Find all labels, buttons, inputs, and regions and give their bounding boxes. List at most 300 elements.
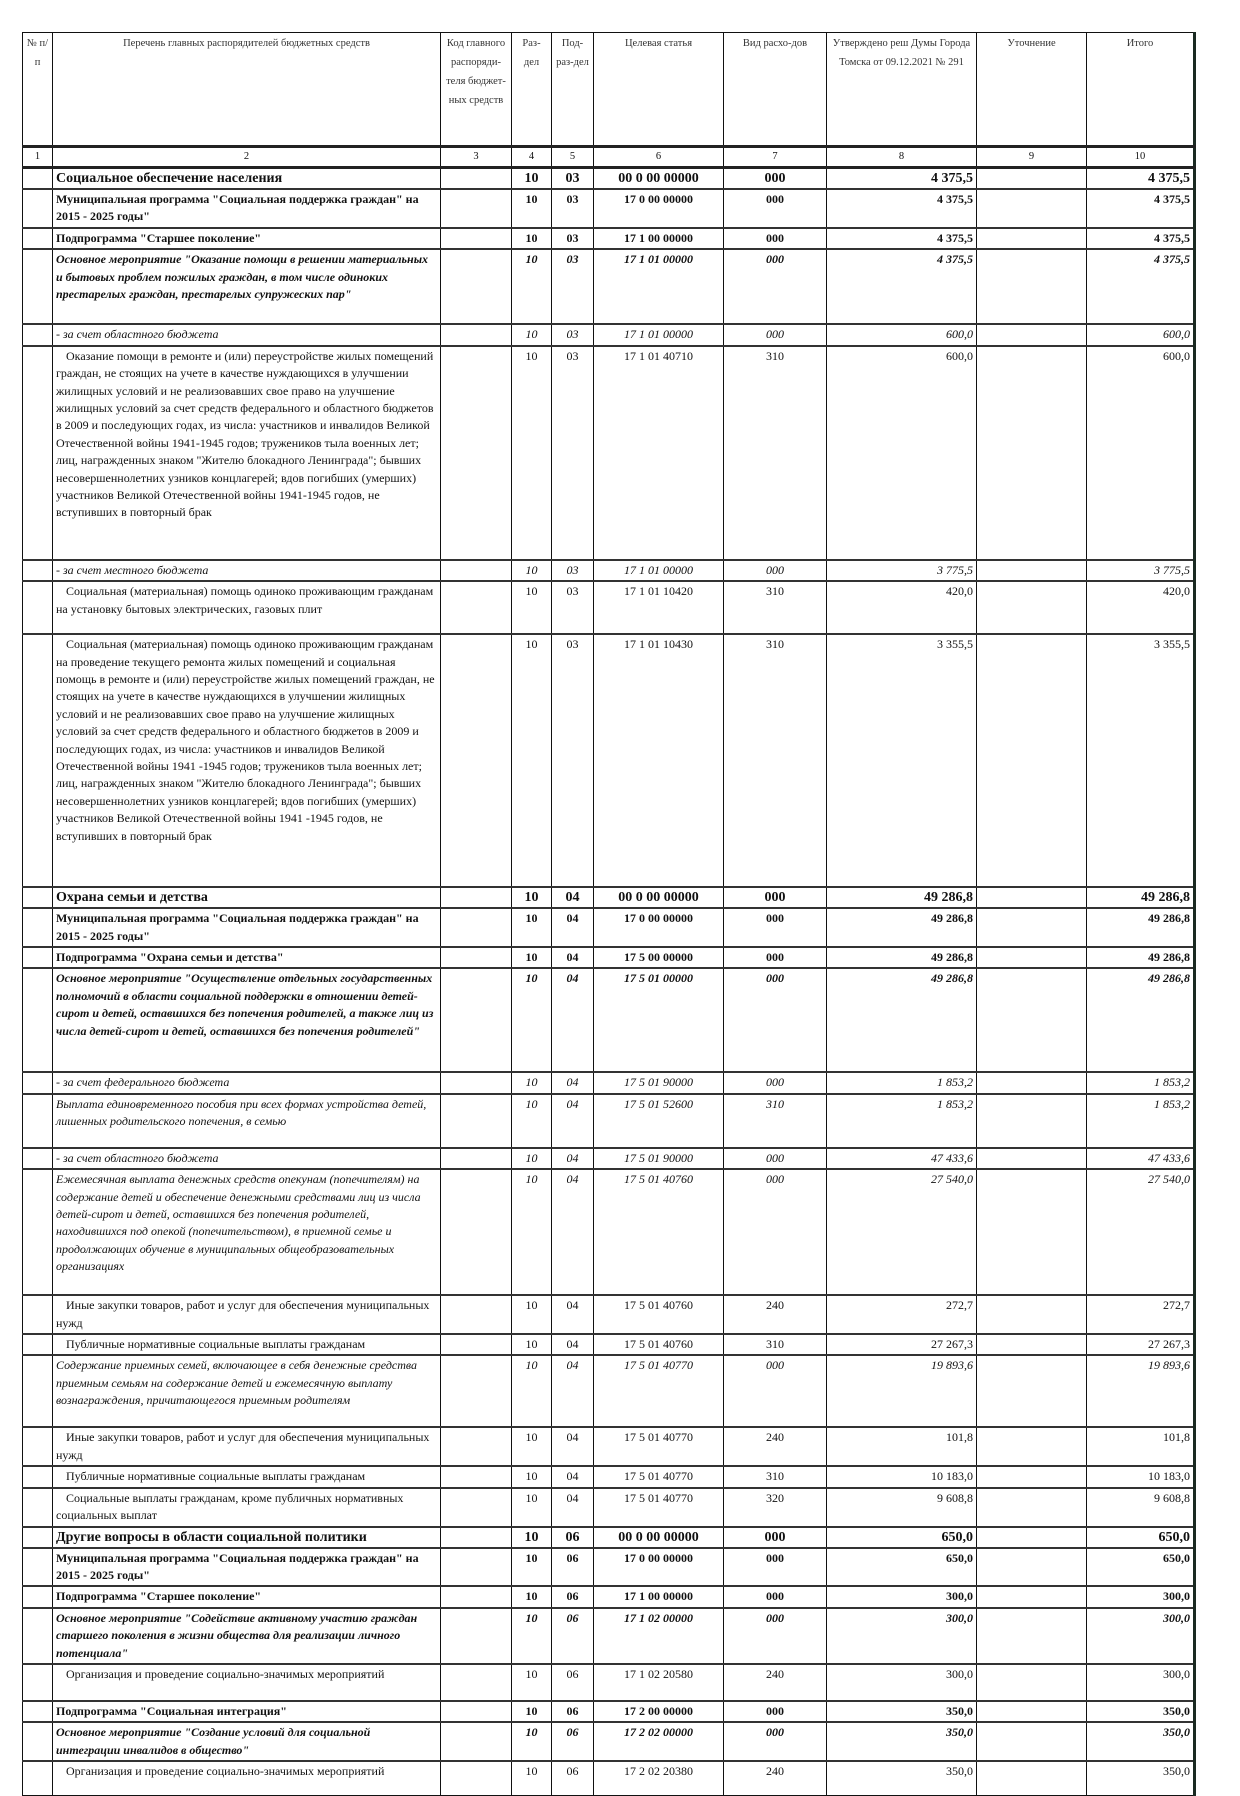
total-amount	[1087, 1169, 1195, 1295]
approved-amount-text: 4 375,5	[937, 252, 973, 267]
subsection-code	[552, 1608, 594, 1664]
expense-type-code-text: 000	[766, 950, 784, 965]
item-name	[53, 1608, 441, 1664]
approved-amount-text: 1 853,2	[937, 1075, 973, 1090]
total-amount-text: 49 286,8	[1148, 950, 1190, 965]
manager-code	[441, 1427, 512, 1466]
table-row	[23, 887, 1195, 908]
approved-amount	[827, 1295, 977, 1334]
expense-type-code-text: 000	[766, 231, 784, 245]
header-row	[23, 33, 1195, 147]
section-code-text: 10	[525, 1337, 538, 1352]
total-amount-text: 27 267,3	[1148, 1337, 1190, 1352]
expense-type-code	[724, 189, 827, 228]
subsection-code	[552, 249, 594, 324]
target-item-code	[594, 1148, 724, 1169]
table-row	[23, 560, 1195, 581]
approved-amount	[827, 908, 977, 947]
target-item-code-text: 17 5 01 40770	[624, 1490, 693, 1505]
section-code-text: 10	[525, 231, 538, 245]
approved-amount	[827, 1664, 977, 1701]
subsection-code	[552, 887, 594, 908]
approved-amount-text: 49 286,8	[924, 890, 973, 906]
adjustment-amount	[977, 1295, 1087, 1334]
subsection-code	[552, 1586, 594, 1607]
table-row	[23, 168, 1195, 190]
item-name-text: Подпрограмма "Охрана семьи и детства"	[56, 950, 284, 965]
section-code-text: 10	[525, 1666, 538, 1681]
target-item-code-text: 17 1 02 00000	[624, 1610, 693, 1625]
expense-type-code	[724, 968, 827, 1072]
target-item-code-text: 17 5 01 40760	[624, 1172, 693, 1187]
section-code	[512, 908, 552, 947]
approved-amount-text: 27 540,0	[931, 1172, 973, 1187]
total-amount-text: 4 375,5	[1154, 192, 1190, 206]
approved-amount-text: 4 375,5	[931, 171, 973, 186]
expense-type-code-text: 000	[764, 1529, 786, 1545]
adjustment-amount	[977, 968, 1087, 1072]
section-code-text: 10	[525, 584, 538, 599]
expense-type-code-text: 310	[766, 584, 784, 599]
section-code-text: 10	[525, 348, 538, 363]
section-code-text: 10	[525, 1150, 538, 1165]
adjustment-amount	[977, 1334, 1087, 1355]
section-code-text: 10	[525, 1430, 538, 1445]
target-item-code	[594, 1488, 724, 1527]
adjustment-amount	[977, 168, 1087, 190]
total-amount	[1087, 1094, 1195, 1148]
expense-type-code-text: 000	[766, 911, 784, 926]
row-number	[23, 324, 53, 345]
approved-amount	[827, 324, 977, 345]
expense-type-code	[724, 1169, 827, 1295]
adjustment-amount	[977, 1722, 1087, 1761]
expense-type-code-text: 000	[766, 1610, 784, 1625]
expense-type-code	[724, 1701, 827, 1722]
section-code	[512, 560, 552, 581]
adjustment-amount	[977, 1488, 1087, 1527]
subsection-code-text: 04	[566, 950, 579, 965]
table-row	[23, 947, 1195, 968]
table-row	[23, 1548, 1195, 1587]
target-item-code	[594, 1427, 724, 1466]
target-item-code-text: 17 5 01 90000	[624, 1075, 693, 1090]
section-code-text: 10	[525, 1075, 538, 1090]
item-name	[53, 1548, 441, 1587]
section-code-text: 10	[525, 1589, 538, 1604]
expense-type-code	[724, 560, 827, 581]
section-code	[512, 887, 552, 908]
adjustment-amount	[977, 346, 1087, 560]
section-code-text: 10	[525, 1764, 538, 1779]
approved-amount-text: 3 355,5	[937, 637, 973, 652]
adjustment-amount	[977, 634, 1087, 887]
section-code-text: 10	[525, 192, 538, 206]
adjustment-amount	[977, 1148, 1087, 1169]
section-code-text: 10	[525, 562, 538, 577]
subsection-code	[552, 1169, 594, 1295]
col-header-section: Раз-дел	[512, 33, 552, 147]
total-amount	[1087, 1072, 1195, 1093]
expense-type-code-text: 000	[764, 171, 786, 186]
item-name	[53, 887, 441, 908]
target-item-code	[594, 1295, 724, 1334]
expense-type-code-text: 310	[766, 1096, 784, 1111]
total-amount-text: 49 286,8	[1148, 911, 1190, 926]
target-item-code	[594, 1722, 724, 1761]
subsection-code	[552, 1148, 594, 1169]
item-name-text: Организация и проведение социально-значимых мероприятий	[66, 1666, 385, 1681]
target-item-code-text: 17 5 01 52600	[624, 1096, 693, 1111]
col-header-target-item: Целевая статья	[594, 33, 724, 147]
total-amount	[1087, 1586, 1195, 1607]
approved-amount-text: 101,8	[946, 1430, 973, 1445]
approved-amount-text: 600,0	[946, 348, 973, 363]
manager-code	[441, 1586, 512, 1607]
table-row	[23, 1722, 1195, 1761]
expense-type-code	[724, 228, 827, 249]
table-row	[23, 1608, 1195, 1664]
budget-table	[22, 32, 1196, 1796]
section-code	[512, 168, 552, 190]
row-number	[23, 581, 53, 634]
subsection-code	[552, 1761, 594, 1795]
expense-type-code-text: 000	[766, 1550, 784, 1565]
approved-amount	[827, 581, 977, 634]
target-item-code-text: 17 1 00 00000	[624, 231, 693, 245]
row-number	[23, 1169, 53, 1295]
adjustment-amount	[977, 1548, 1087, 1587]
expense-type-code	[724, 1094, 827, 1148]
section-code	[512, 581, 552, 634]
table-row	[23, 1701, 1195, 1722]
section-code	[512, 1548, 552, 1587]
target-item-code-text: 17 2 02 20380	[624, 1764, 693, 1779]
approved-amount	[827, 1548, 977, 1587]
item-name-text: Социальное обеспечение населения	[56, 171, 283, 186]
section-code-text: 10	[524, 890, 539, 906]
subsection-code-text: 03	[566, 348, 579, 363]
adjustment-amount	[977, 228, 1087, 249]
expense-type-code-text: 310	[766, 1337, 784, 1352]
target-item-code	[594, 887, 724, 908]
total-amount	[1087, 1664, 1195, 1701]
row-number	[23, 228, 53, 249]
total-amount	[1087, 1608, 1195, 1664]
table-row	[23, 1148, 1195, 1169]
approved-amount	[827, 634, 977, 887]
table-row	[23, 1355, 1195, 1427]
approved-amount-text: 1 853,2	[937, 1096, 973, 1111]
subsection-code	[552, 168, 594, 190]
approved-amount	[827, 1334, 977, 1355]
subsection-code-text: 06	[566, 1550, 579, 1565]
approved-amount-text: 49 286,8	[931, 911, 973, 926]
manager-code	[441, 1664, 512, 1701]
item-name	[53, 1148, 441, 1169]
target-item-code	[594, 581, 724, 634]
target-item-code	[594, 1664, 724, 1701]
section-code	[512, 1664, 552, 1701]
manager-code	[441, 168, 512, 190]
row-number	[23, 968, 53, 1072]
total-amount	[1087, 1355, 1195, 1427]
approved-amount-text: 19 893,6	[931, 1358, 973, 1373]
item-name-text: Организация и проведение социально-значимых мероприятий	[66, 1764, 385, 1779]
row-number	[23, 1608, 53, 1664]
subsection-code	[552, 1072, 594, 1093]
item-name-text: - за счет областного бюджета	[56, 327, 219, 342]
target-item-code-text: 17 0 00 00000	[624, 192, 693, 206]
row-number	[23, 1488, 53, 1527]
adjustment-amount	[977, 1761, 1087, 1795]
total-amount-text: 272,7	[1163, 1298, 1190, 1313]
adjustment-amount	[977, 947, 1087, 968]
row-number	[23, 346, 53, 560]
expense-type-code	[724, 1488, 827, 1527]
target-item-code	[594, 1548, 724, 1587]
subsection-code	[552, 1722, 594, 1761]
item-name-text: Социальные выплаты гражданам, кроме публичных нормативных социальных выплат	[56, 1490, 404, 1523]
total-amount	[1087, 1527, 1195, 1548]
approved-amount-text: 47 433,6	[931, 1150, 973, 1165]
subsection-code-text: 06	[566, 1589, 579, 1604]
section-code	[512, 1608, 552, 1664]
item-name-text: Охрана семьи и детства	[56, 890, 208, 906]
col-header-expense-type: Вид расхо-дов	[724, 33, 827, 147]
col-header-name: Перечень главных распорядителей бюджетных средств	[53, 33, 441, 147]
section-code-text: 10	[524, 1529, 539, 1545]
manager-code	[441, 346, 512, 560]
item-name-text: Публичные нормативные социальные выплаты гражданам	[66, 1469, 366, 1484]
manager-code	[441, 1761, 512, 1795]
total-amount-text: 3 355,5	[1154, 637, 1190, 652]
section-code	[512, 1334, 552, 1355]
section-code-text: 10	[525, 971, 538, 986]
approved-amount	[827, 1701, 977, 1722]
total-amount-text: 19 893,6	[1148, 1358, 1190, 1373]
expense-type-code	[724, 1427, 827, 1466]
target-item-code-text: 17 1 01 10430	[624, 637, 693, 652]
expense-type-code	[724, 634, 827, 887]
expense-type-code	[724, 581, 827, 634]
approved-amount-text: 4 375,5	[937, 231, 973, 245]
target-item-code	[594, 1094, 724, 1148]
expense-type-code-text: 000	[766, 1172, 784, 1187]
table-row	[23, 581, 1195, 634]
section-code	[512, 1427, 552, 1466]
col-number: 8	[827, 147, 977, 168]
expense-type-code	[724, 887, 827, 908]
approved-amount	[827, 1355, 977, 1427]
table-row	[23, 228, 1195, 249]
col-number: 2	[53, 147, 441, 168]
adjustment-amount	[977, 1701, 1087, 1722]
approved-amount	[827, 168, 977, 190]
row-number	[23, 1586, 53, 1607]
approved-amount	[827, 1427, 977, 1466]
col-header-total: Итого	[1087, 33, 1195, 147]
row-number	[23, 560, 53, 581]
approved-amount-text: 4 375,5	[937, 192, 973, 206]
subsection-code	[552, 1466, 594, 1487]
adjustment-amount	[977, 1072, 1087, 1093]
item-name	[53, 346, 441, 560]
total-amount-text: 350,0	[1163, 1725, 1190, 1740]
section-code	[512, 1466, 552, 1487]
subsection-code-text: 04	[566, 1337, 579, 1352]
col-number: 5	[552, 147, 594, 168]
target-item-code-text: 17 2 02 00000	[624, 1725, 693, 1740]
subsection-code-text: 04	[566, 1490, 579, 1505]
approved-amount-text: 350,0	[946, 1725, 973, 1740]
expense-type-code-text: 000	[766, 971, 784, 986]
adjustment-amount	[977, 908, 1087, 947]
table-row	[23, 908, 1195, 947]
subsection-code-text: 03	[566, 562, 579, 577]
approved-amount-text: 650,0	[946, 1550, 973, 1565]
subsection-code-text: 03	[565, 171, 580, 186]
item-name	[53, 1701, 441, 1722]
table-row	[23, 1427, 1195, 1466]
total-amount	[1087, 1295, 1195, 1334]
col-number: 10	[1087, 147, 1195, 168]
item-name	[53, 1334, 441, 1355]
approved-amount-text: 420,0	[946, 584, 973, 599]
target-item-code-text: 17 1 01 00000	[624, 252, 693, 267]
row-number	[23, 249, 53, 324]
table-row	[23, 1295, 1195, 1334]
expense-type-code-text: 000	[766, 1703, 784, 1718]
approved-amount	[827, 189, 977, 228]
item-name	[53, 1072, 441, 1093]
section-code	[512, 1586, 552, 1607]
adjustment-amount	[977, 1664, 1087, 1701]
target-item-code-text: 17 2 00 00000	[624, 1703, 693, 1718]
subsection-code	[552, 346, 594, 560]
total-amount	[1087, 1148, 1195, 1169]
target-item-code-text: 17 1 00 00000	[624, 1589, 693, 1604]
section-code	[512, 1148, 552, 1169]
item-name	[53, 581, 441, 634]
expense-type-code-text: 000	[764, 890, 786, 906]
approved-amount	[827, 1169, 977, 1295]
manager-code	[441, 1148, 512, 1169]
adjustment-amount	[977, 249, 1087, 324]
table-row	[23, 1664, 1195, 1701]
col-number: 6	[594, 147, 724, 168]
manager-code	[441, 947, 512, 968]
approved-amount	[827, 968, 977, 1072]
item-name-text: Ежемесячная выплата денежных средств опекунам (попечителям) на содержание детей и обеспечение денежными средствами лиц из числа детей-сирот и детей, оставшихся без попечения родителей, находившихся под опекой (попечительством), в приемной семье и продолжающих обучение в муниципальных общеобразовательных организациях	[56, 1172, 421, 1274]
section-code	[512, 1094, 552, 1148]
adjustment-amount	[977, 1466, 1087, 1487]
approved-amount	[827, 228, 977, 249]
expense-type-code	[724, 1548, 827, 1587]
manager-code	[441, 1334, 512, 1355]
table-row	[23, 346, 1195, 560]
approved-amount-text: 49 286,8	[931, 950, 973, 965]
manager-code	[441, 1701, 512, 1722]
table-row	[23, 1527, 1195, 1548]
total-amount	[1087, 168, 1195, 190]
item-name-text: - за счет местного бюджета	[56, 562, 209, 577]
total-amount	[1087, 189, 1195, 228]
table-row	[23, 1586, 1195, 1607]
subsection-code-text: 03	[566, 584, 579, 599]
expense-type-code	[724, 1761, 827, 1795]
table-row	[23, 1169, 1195, 1295]
approved-amount-text: 300,0	[946, 1589, 973, 1604]
approved-amount-text: 272,7	[946, 1298, 973, 1313]
expense-type-code	[724, 1295, 827, 1334]
row-number	[23, 1427, 53, 1466]
expense-type-code	[724, 1527, 827, 1548]
target-item-code	[594, 1169, 724, 1295]
expense-type-code	[724, 1586, 827, 1607]
table-body	[23, 168, 1195, 1796]
expense-type-code	[724, 1466, 827, 1487]
subsection-code-text: 04	[566, 1075, 579, 1090]
approved-amount	[827, 560, 977, 581]
manager-code	[441, 228, 512, 249]
row-number	[23, 1295, 53, 1334]
subsection-code-text: 06	[566, 1725, 579, 1740]
total-amount-text: 101,8	[1163, 1430, 1190, 1445]
total-amount-text: 1 853,2	[1154, 1096, 1190, 1111]
item-name	[53, 228, 441, 249]
target-item-code	[594, 168, 724, 190]
expense-type-code	[724, 346, 827, 560]
manager-code	[441, 249, 512, 324]
manager-code	[441, 189, 512, 228]
subsection-code	[552, 324, 594, 345]
adjustment-amount	[977, 1355, 1087, 1427]
total-amount	[1087, 324, 1195, 345]
section-code	[512, 324, 552, 345]
approved-amount-text: 300,0	[946, 1610, 973, 1625]
approved-amount-text: 49 286,8	[931, 971, 973, 986]
approved-amount-text: 350,0	[946, 1703, 973, 1718]
manager-code	[441, 1722, 512, 1761]
total-amount-text: 4 375,5	[1154, 231, 1190, 245]
approved-amount-text: 350,0	[946, 1764, 973, 1779]
item-name-text: Основное мероприятие "Создание условий для социальной интеграции инвалидов в общество"	[56, 1725, 371, 1757]
item-name-text: Содержание приемных семей, включающее в себя денежные средства приемным семьям на содержание детей и ежемесячную выплату вознаграждения, причитающегося приемным родителям	[56, 1358, 418, 1408]
table-row	[23, 1072, 1195, 1093]
total-amount	[1087, 1761, 1195, 1795]
approved-amount	[827, 1488, 977, 1527]
subsection-code-text: 03	[566, 327, 579, 342]
item-name	[53, 1488, 441, 1527]
subsection-code-text: 04	[566, 911, 579, 926]
total-amount	[1087, 346, 1195, 560]
adjustment-amount	[977, 189, 1087, 228]
approved-amount-text: 300,0	[946, 1666, 973, 1681]
section-code-text: 10	[525, 1096, 538, 1111]
expense-type-code	[724, 947, 827, 968]
manager-code	[441, 1169, 512, 1295]
expense-type-code-text: 000	[766, 1725, 784, 1740]
manager-code	[441, 1072, 512, 1093]
subsection-code	[552, 1334, 594, 1355]
target-item-code	[594, 346, 724, 560]
target-item-code-text: 17 5 01 40770	[624, 1469, 693, 1484]
expense-type-code-text: 320	[766, 1490, 784, 1505]
target-item-code-text: 17 1 01 00000	[624, 562, 693, 577]
item-name	[53, 1527, 441, 1548]
subsection-code	[552, 1527, 594, 1548]
